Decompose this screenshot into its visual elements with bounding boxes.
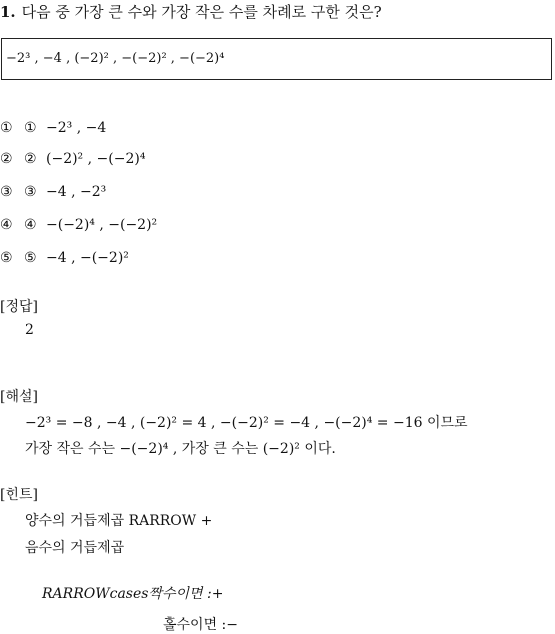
hint-line-1: 양수의 거듭제곱 RARROW + bbox=[25, 513, 213, 529]
option-marker: ③ bbox=[0, 184, 13, 200]
option-marker: ① bbox=[0, 120, 13, 136]
question-number: 1. bbox=[0, 3, 16, 21]
answer-value: 2 bbox=[25, 322, 34, 338]
option-text: −4 , −(−2)² bbox=[46, 250, 129, 266]
option-2[interactable] bbox=[0, 151, 145, 167]
option-3[interactable] bbox=[0, 184, 106, 200]
option-text: −4 , −2³ bbox=[46, 184, 107, 200]
option-marker: ⑤ bbox=[0, 250, 13, 266]
answer-heading: [정답] bbox=[0, 299, 38, 315]
option-text: −(−2)⁴ , −(−2)² bbox=[46, 217, 158, 233]
expression-list: −2³ , −4 , (−2)² , −(−2)² , −(−2)⁴ bbox=[6, 51, 225, 66]
option-5[interactable] bbox=[0, 250, 129, 266]
question-text: 다음 중 가장 큰 수와 가장 작은 수를 차례로 구한 것은? bbox=[21, 3, 382, 21]
option-inner-marker: ② bbox=[24, 151, 37, 167]
option-marker: ④ bbox=[0, 217, 13, 233]
hint-line-2: 음수의 거듭제곱 bbox=[25, 540, 125, 556]
expression-box bbox=[1, 38, 552, 80]
option-text: −2³ , −4 bbox=[46, 120, 107, 136]
option-inner-marker: ④ bbox=[24, 217, 37, 233]
hint-heading: [힌트] bbox=[0, 487, 38, 503]
explanation-line-1: −2³ = −8 , −4 , (−2)² = 4 , −(−2)² = −4 , −(−2)⁴ = −16 이므로 bbox=[25, 415, 468, 431]
hint-line-3: RARROWcases짝수이면 :+ bbox=[42, 586, 224, 602]
explanation-heading: [해설] bbox=[0, 389, 38, 405]
option-inner-marker: ① bbox=[24, 120, 37, 136]
hint-line-4: 홀수이면 :− bbox=[163, 617, 238, 633]
option-marker: ② bbox=[0, 151, 13, 167]
question-line bbox=[0, 1, 382, 22]
option-inner-marker: ③ bbox=[24, 184, 37, 200]
option-4[interactable] bbox=[0, 217, 157, 233]
option-1[interactable] bbox=[0, 120, 106, 136]
option-inner-marker: ⑤ bbox=[24, 250, 37, 266]
explanation-line-2: 가장 작은 수는 −(−2)⁴ , 가장 큰 수는 (−2)² 이다. bbox=[25, 441, 336, 457]
option-text: (−2)² , −(−2)⁴ bbox=[46, 151, 146, 167]
